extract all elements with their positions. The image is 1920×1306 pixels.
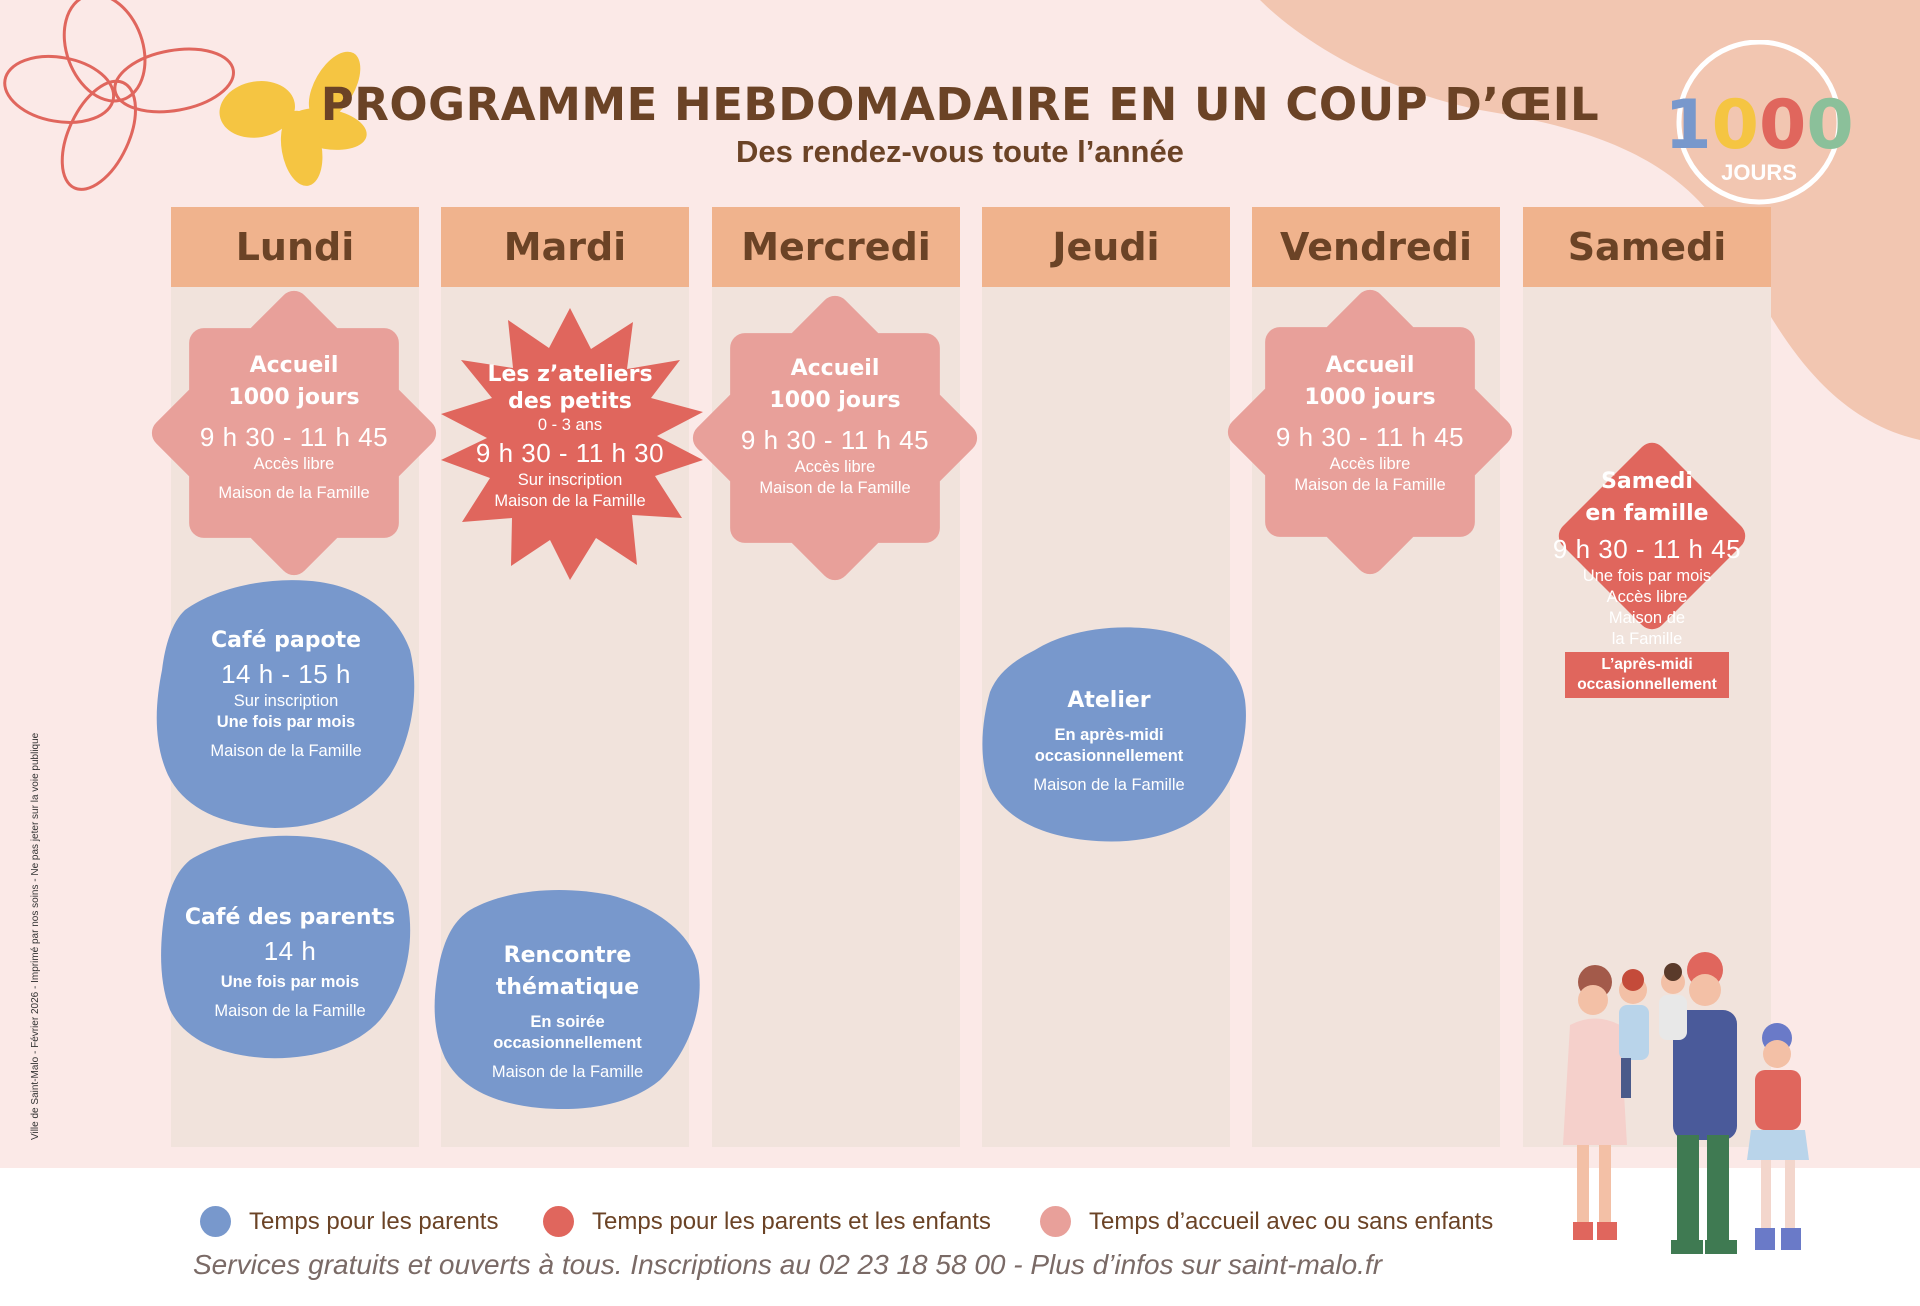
legend-item-parents-enfants bbox=[543, 1206, 991, 1237]
event-when: En soirée bbox=[530, 1013, 605, 1031]
event-place: Maison de la Famille bbox=[759, 479, 911, 497]
event-age: 0 - 3 ans bbox=[537, 416, 603, 434]
event-when: occasionnellement bbox=[1034, 747, 1184, 765]
day-header-mercredi: Mercredi bbox=[712, 207, 960, 287]
event-frequency: Une fois par mois bbox=[1582, 567, 1712, 585]
event-note: Sur inscription bbox=[517, 471, 623, 489]
legend-label: Temps d’accueil avec ou sans enfants bbox=[1089, 1207, 1494, 1235]
event-access: Accès libre bbox=[253, 455, 335, 473]
event-vendredi-accueil bbox=[1272, 350, 1468, 496]
event-place: Maison de la Famille bbox=[214, 1002, 366, 1020]
event-access: Accès libre bbox=[794, 458, 876, 476]
event-when: occasionnellement bbox=[493, 1034, 642, 1052]
event-frequency: Une fois par mois bbox=[220, 973, 360, 991]
page-title: PROGRAMME HEBDOMADAIRE EN UN COUP D’ŒIL bbox=[320, 78, 1600, 131]
day-header-mardi: Mardi bbox=[441, 207, 689, 287]
event-time: 9 h 30 - 11 h 45 bbox=[1552, 534, 1742, 564]
event-time: 9 h 30 - 11 h 45 bbox=[740, 425, 930, 455]
event-place: la Famille bbox=[1611, 630, 1683, 648]
event-time: 9 h 30 - 11 h 30 bbox=[475, 438, 665, 468]
event-time: 9 h 30 - 11 h 45 bbox=[199, 422, 389, 452]
event-place: Maison de la Famille bbox=[210, 742, 362, 760]
event-title: Café papote bbox=[210, 628, 362, 653]
event-title: Café des parents bbox=[184, 905, 396, 930]
event-title: Rencontre bbox=[503, 943, 632, 968]
event-title: Les z’ateliers bbox=[487, 362, 653, 387]
samedi-afternoon-badge bbox=[1565, 652, 1729, 698]
event-place: Maison de bbox=[1608, 609, 1686, 627]
event-frequency: Une fois par mois bbox=[216, 713, 356, 731]
event-samedi-famille bbox=[1547, 466, 1747, 650]
legend-dot-red bbox=[543, 1206, 574, 1237]
event-title: 1000 jours bbox=[769, 388, 901, 413]
event-title: Accueil bbox=[790, 356, 880, 381]
day-header-samedi: Samedi bbox=[1523, 207, 1771, 287]
event-access: Accès libre bbox=[1329, 455, 1411, 473]
event-title: thématique bbox=[495, 975, 640, 1000]
event-time: 14 h bbox=[263, 936, 317, 966]
legend-dot-blue bbox=[200, 1206, 231, 1237]
svg-text:1000: 1000 bbox=[1664, 86, 1854, 165]
event-title: Samedi bbox=[1601, 469, 1693, 494]
event-time: 14 h - 15 h bbox=[221, 659, 351, 689]
event-place: Maison de la Famille bbox=[1294, 476, 1446, 494]
badge-line: L’après-midi bbox=[1601, 656, 1693, 673]
event-place: Maison de la Famille bbox=[494, 492, 646, 510]
day-header-vendredi: Vendredi bbox=[1252, 207, 1500, 287]
logo-label: JOURS bbox=[1721, 160, 1797, 185]
event-title: des petits bbox=[508, 389, 632, 414]
event-place: Maison de la Famille bbox=[491, 1063, 644, 1081]
event-title: 1000 jours bbox=[1304, 385, 1436, 410]
legend-label: Temps pour les parents et les enfants bbox=[592, 1207, 991, 1235]
day-header-jeudi: Jeudi bbox=[982, 207, 1230, 287]
legend-item-accueil bbox=[1040, 1206, 1493, 1237]
event-time: 9 h 30 - 11 h 45 bbox=[1275, 422, 1465, 452]
event-mardi-rencontre bbox=[465, 940, 670, 1083]
event-when: En après-midi bbox=[1054, 726, 1164, 744]
day-header-lundi: Lundi bbox=[171, 207, 419, 287]
event-jeudi-atelier bbox=[1011, 685, 1207, 796]
legend-item-parents bbox=[200, 1206, 498, 1237]
event-note: Sur inscription bbox=[233, 692, 339, 710]
family-illustration bbox=[1555, 950, 1835, 1280]
event-title: 1000 jours bbox=[228, 385, 360, 410]
badge-line: occasionnellement bbox=[1577, 676, 1717, 693]
event-lundi-cafe-papote bbox=[186, 625, 386, 762]
footer-info: Services gratuits et ouverts à tous. Inscriptions au 02 23 18 58 00 - Plus d’infos sur saint-malo.fr bbox=[193, 1249, 1383, 1280]
event-mercredi-accueil bbox=[737, 353, 933, 499]
event-mardi-ateliers bbox=[470, 361, 670, 512]
event-place: Maison de la Famille bbox=[218, 484, 370, 502]
event-place: Maison de la Famille bbox=[1033, 776, 1185, 794]
page-subtitle: Des rendez-vous toute l’année bbox=[736, 134, 1184, 169]
event-lundi-cafe-parents bbox=[180, 902, 400, 1022]
event-title: Accueil bbox=[249, 353, 339, 378]
event-title: Atelier bbox=[1067, 688, 1151, 713]
legend-dot-pink bbox=[1040, 1206, 1071, 1237]
event-title: en famille bbox=[1585, 501, 1709, 526]
event-title: Accueil bbox=[1325, 353, 1415, 378]
event-lundi-accueil bbox=[196, 350, 392, 504]
event-access: Accès libre bbox=[1606, 588, 1688, 606]
side-legal-text: Ville de Saint-Malo - Février 2026 - Imprimé par nos soins - Ne pas jeter sur la voie publique bbox=[30, 732, 41, 1140]
legend-label: Temps pour les parents bbox=[249, 1207, 499, 1235]
